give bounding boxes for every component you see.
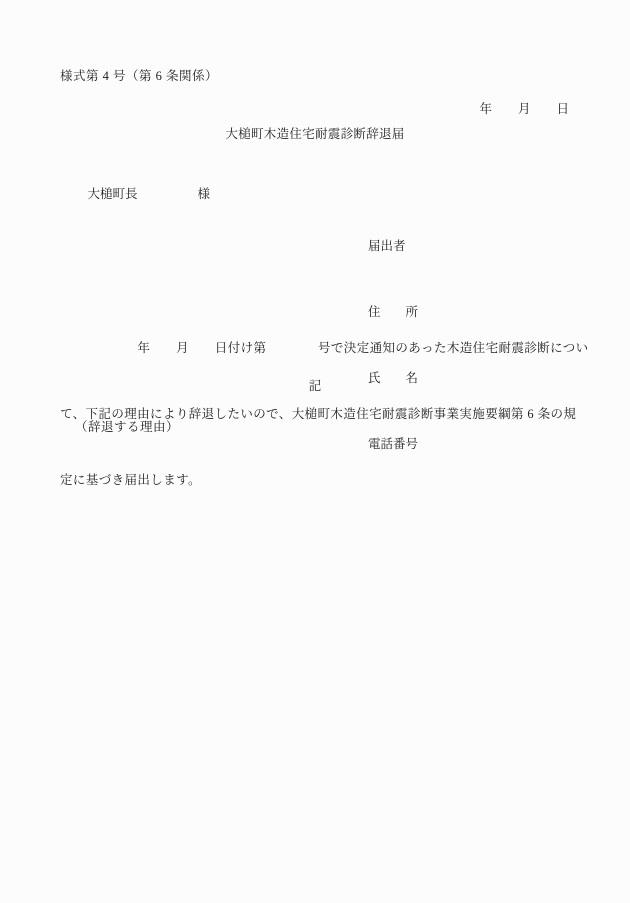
declarant-phone-label: 電話番号 [368,437,419,451]
addressee-line [75,169,210,217]
declarant-address-label: 住 所 [368,305,419,319]
body-line-1: 年 月 日付け第 号で決定通知のあった木造住宅耐震診断につい [60,341,589,355]
body-paragraph [60,293,589,535]
addressee-honorific: 様 [197,187,211,201]
issue-date-year-label: 年 [479,102,492,116]
body-line-2: て、下記の理由により辞退したいので、大槌町木造住宅耐震診断事業実施要綱第 6 条の規 [60,407,577,421]
document-title: 大槌町木造住宅耐震診断辞退届 [225,127,405,141]
declarant-heading: 届出者 [368,239,406,253]
declarant-name-label: 氏 名 [368,371,419,385]
issue-date-day-label: 日 [556,102,569,116]
body-line-3: 定に基づき届出します。 [60,473,201,487]
addressee-name: 大槌町長 [87,187,138,201]
form-number: 様式第 4 号（第 6 条関係） [60,69,219,83]
withdrawal-reason-label: （辞退する理由） [75,420,180,434]
issue-date-month-label: 月 [517,102,531,116]
record-heading: 記 [308,379,322,393]
